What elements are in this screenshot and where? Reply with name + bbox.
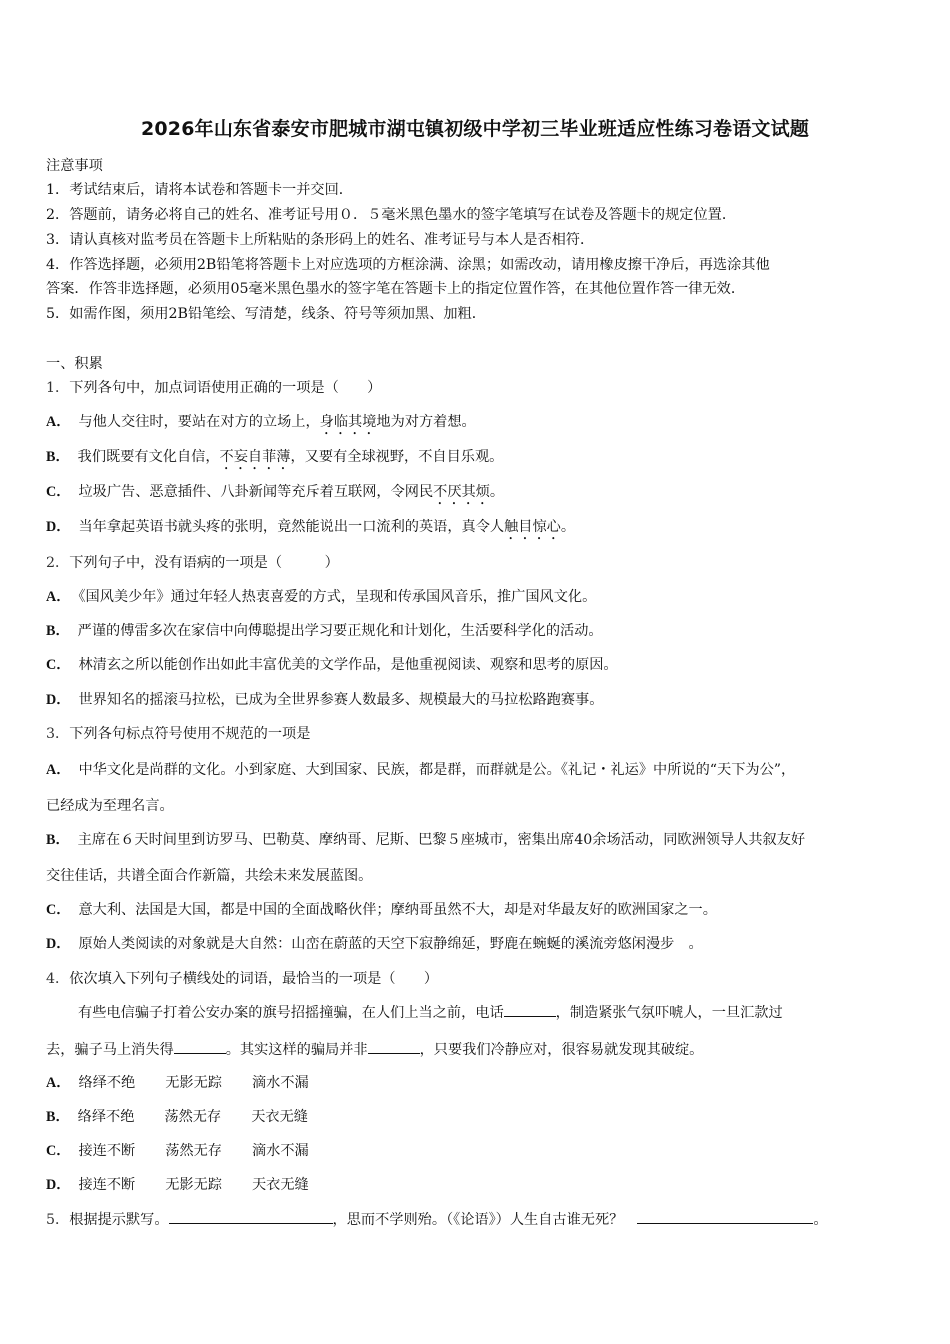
passage-text: 去，骗子马上消失得: [46, 1042, 174, 1058]
fill-blank: [504, 1016, 556, 1017]
option-a: [46, 586, 596, 606]
option-d: [46, 933, 703, 953]
option-a: [46, 759, 795, 779]
option-letter: B．: [46, 623, 70, 639]
option-b: [46, 1106, 308, 1126]
question-text: 依次填入下列句子横线处的词语，最恰当的一项是（ ）: [69, 971, 439, 987]
option-word: 络绎不绝: [77, 1109, 135, 1125]
question-number: 3．: [46, 726, 70, 742]
option-a: [46, 1072, 309, 1092]
fill-blank: [368, 1053, 420, 1054]
option-letter: C．: [46, 484, 71, 500]
notice-item: 1．考试结束后，请将本试卷和答题卡一并交回．: [46, 182, 353, 198]
passage-line: [46, 1039, 703, 1059]
option-letter: C．: [46, 902, 71, 918]
option-a-continued: 已经成为至理名言。: [46, 798, 174, 814]
option-word: 天衣无缝: [251, 1109, 308, 1125]
option-text: 地为对方着想。: [376, 414, 476, 430]
option-word: 滴水不漏: [251, 1143, 309, 1159]
option-word: 荡然无存: [164, 1109, 222, 1125]
question-text: 根据提示默写。: [69, 1212, 169, 1228]
option-letter: C．: [46, 1143, 71, 1159]
passage-text: ，制造紧张气氛吓唬人，一旦汇款过: [555, 1005, 783, 1021]
notice-item: 答案．作答非选择题，必须用05毫米黑色墨水的签字笔在答题卡上的指定位置作答，在其他位置作答一律无效．: [46, 281, 746, 297]
option-letter: B．: [46, 1109, 70, 1125]
section-heading: 一、积累: [46, 356, 103, 372]
option-d: [46, 689, 603, 709]
notice-item: 5．如需作图，须用2B铅笔绘、写清楚，线条、符号等须加黑、加粗．: [46, 306, 486, 322]
question-text: 。: [813, 1212, 828, 1228]
question-5: [46, 1209, 828, 1229]
fill-blank: [637, 1223, 813, 1224]
option-letter: D．: [46, 519, 71, 535]
option-text: 林清玄之所以能创作出如此丰富优美的文学作品，是他重视阅读、观察和思考的原因。: [78, 657, 618, 673]
option-letter: B．: [46, 449, 70, 465]
option-text: 我们既要有文化自信，: [77, 449, 220, 465]
option-text: 原始人类阅读的对象就是大自然：山峦在蔚蓝的天空下寂静绵延，野鹿在蜿蜒的溪流旁悠闲漫步 。: [78, 936, 703, 952]
option-text: 。: [560, 519, 576, 535]
option-b: [46, 620, 603, 640]
notice-item: 2．答题前，请务必将自己的姓名、准考证号用０．５毫米黑色墨水的签字笔填写在试卷及答题卡的规定位置．: [46, 207, 737, 223]
option-c: [46, 654, 618, 674]
option-letter: D．: [46, 936, 71, 952]
option-word: 荡然无存: [165, 1143, 222, 1159]
dotted-word: 触目惊心: [504, 519, 561, 535]
dotted-word: 身临其境: [319, 414, 377, 430]
option-c: [46, 481, 504, 508]
passage-line: [78, 1002, 783, 1022]
option-letter: A．: [46, 762, 71, 778]
option-b: [46, 446, 503, 473]
option-text: ，又要有全球视野，不自目乐观。: [290, 449, 504, 465]
option-word: 络绎不绝: [78, 1075, 136, 1091]
question-4-stem: [46, 968, 438, 988]
question-1-stem: [46, 377, 381, 397]
question-number: 2．: [46, 555, 70, 571]
notice-item: 3．请认真核对监考员在答题卡上所粘贴的条形码上的姓名、准考证号与本人是否相符．: [46, 232, 595, 248]
option-text: 中华文化是尚群的文化。小到家庭、大到国家、民族，都是群，而群就是公。《礼记・礼运》中所说的“天下为公”，: [78, 762, 796, 778]
question-text: 下列各句标点符号使用不规范的一项是: [69, 726, 311, 742]
fill-blank: [174, 1053, 226, 1054]
question-number: 5．: [46, 1212, 70, 1228]
passage-text: ，只要我们冷静应对，很容易就发现其破绽。: [419, 1042, 704, 1058]
question-text: 下列句子中，没有语病的一项是（ ）: [69, 555, 339, 571]
option-c: [46, 1140, 309, 1160]
option-d: [46, 1174, 309, 1194]
option-text: 《国风美少年》通过年轻人热衷喜爱的方式，呈现和传承国风音乐，推广国风文化。: [78, 589, 597, 605]
option-text: 当年拿起英语书就头疼的张明，竟然能说出一口流利的英语，真令人: [78, 519, 505, 535]
option-text: 垃圾广告、恶意插件、八卦新闻等充斥着互联网，令网民: [78, 484, 434, 500]
notice-item: 4．作答选择题，必须用2B铅笔将答题卡上对应选项的方框涂满、涂黑；如需改动，请用橡皮擦干净后，再选涂其他: [46, 257, 770, 273]
notice-heading: 注意事项: [46, 158, 103, 174]
option-word: 无影无踪: [165, 1177, 222, 1193]
dotted-word: 不妄自菲薄: [219, 449, 291, 465]
option-a: [46, 411, 476, 438]
option-text: 意大利、法国是大国，都是中国的全面战略伙伴；摩纳哥虽然不大，却是对华最友好的欧洲国家之一。: [78, 902, 717, 918]
fill-blank: [169, 1223, 333, 1224]
passage-text: 有些电信骗子打着公安办案的旗号招摇撞骗，在人们上当之前，电话: [78, 1005, 504, 1021]
question-number: 4．: [46, 971, 70, 987]
question-text: ，思而不学则殆。（《论语》）人生自古谁无死？: [332, 1212, 624, 1228]
option-letter: C．: [46, 657, 71, 673]
option-b: [46, 829, 805, 849]
option-text: 。: [489, 484, 505, 500]
option-letter: B．: [46, 832, 70, 848]
option-d: [46, 516, 575, 543]
question-2-stem: [46, 552, 339, 572]
option-letter: A．: [46, 414, 71, 430]
option-letter: D．: [46, 1177, 71, 1193]
page-title: 2026年山东省泰安市肥城市湖屯镇初级中学初三毕业班适应性练习卷语文试题: [140, 118, 810, 140]
dotted-word: 不厌其烦: [433, 484, 490, 500]
passage-text: 。其实这样的骗局并非: [225, 1042, 368, 1058]
option-text: 与他人交往时，要站在对方的立场上，: [78, 414, 320, 430]
option-word: 天衣无缝: [251, 1177, 309, 1193]
option-text: 严谨的傅雷多次在家信中向傅聪提出学习要正规化和计划化，生活要科学化的活动。: [77, 623, 603, 639]
option-word: 接连不断: [78, 1143, 136, 1159]
option-word: 接连不断: [78, 1177, 136, 1193]
option-word: 无影无踪: [165, 1075, 222, 1091]
question-number: 1．: [46, 380, 70, 396]
option-letter: D．: [46, 692, 71, 708]
option-c: [46, 899, 717, 919]
option-text: 主席在６天时间里到访罗马、巴勒莫、摩纳哥、尼斯、巴黎５座城市，密集出席40余场活动，同欧洲领导人共叙友好: [77, 832, 806, 848]
option-letter: A．: [46, 1075, 71, 1091]
question-text: 下列各句中，加点词语使用正确的一项是（ ）: [69, 380, 382, 396]
option-letter: A．: [46, 589, 71, 605]
question-3-stem: [46, 723, 310, 743]
option-b-continued: 交往佳话，共谱全面合作新篇，共绘未来发展蓝图。: [46, 868, 373, 884]
option-word: 滴水不漏: [251, 1075, 309, 1091]
option-text: 世界知名的摇滚马拉松，已成为全世界参赛人数最多、规模最大的马拉松路跑赛事。: [78, 692, 604, 708]
